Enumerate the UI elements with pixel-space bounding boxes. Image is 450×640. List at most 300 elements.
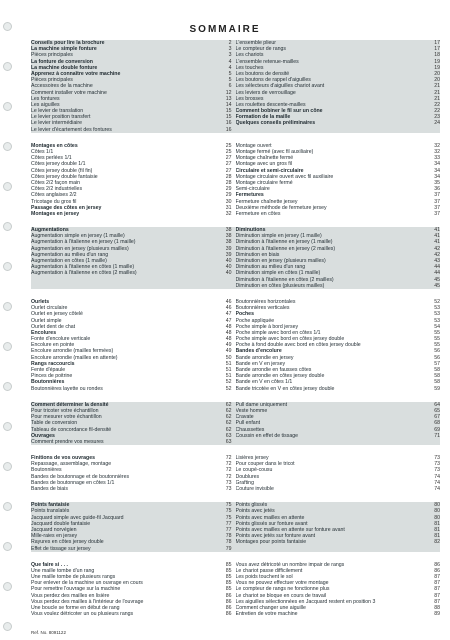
- toc-column-left: [31, 40, 236, 133]
- toc-column-left: [31, 562, 236, 618]
- toc-entry-title: Formation de la maille: [235, 114, 291, 121]
- toc-page-number: 46: [225, 298, 232, 305]
- toc-entry-title: Tricotage du gros fil: [31, 198, 77, 205]
- toc-column-right: [236, 502, 441, 552]
- toc-entry-title: Augmentation à l'italienne en côtes (1 maille): [31, 264, 135, 271]
- toc-section: [31, 502, 440, 552]
- toc-page-number: 5: [228, 70, 232, 77]
- toc-entry-title: Fente d'épaule: [31, 367, 66, 373]
- toc-page-number: 81: [434, 520, 440, 527]
- toc-page-number: 34: [434, 161, 440, 168]
- toc-entry-title: Poches: [235, 311, 254, 318]
- toc-entry-title: La machine double fonture: [31, 64, 98, 71]
- toc-page-number: 55: [434, 329, 440, 336]
- toc-entry[interactable]: [31, 546, 232, 552]
- toc-page-number: 4: [228, 58, 232, 65]
- toc-entry-title: Table de conversion: [31, 420, 78, 427]
- toc-entry-title: Côtes 2/2 industrielles: [31, 186, 83, 193]
- toc-entry-title: Pour remettre l'ouvrage sur la machine: [31, 586, 121, 593]
- toc-entry-title: Les aiguilles: [31, 101, 60, 108]
- toc-entry-title: Montages pour points fantaisie: [235, 539, 307, 546]
- toc-entry-title: Ourlet en jersey côtelé: [31, 311, 83, 318]
- toc-entry-title: Tableau de concordance fil-densité: [31, 426, 112, 433]
- binding-hole: [3, 382, 12, 391]
- toc-entry-title: Poche appliquée: [235, 317, 275, 324]
- toc-page-number: 56: [434, 348, 440, 355]
- toc-entry-title: Vous perdez des mailles en lisière: [31, 592, 110, 599]
- toc-page-number: 23: [434, 114, 440, 121]
- toc-entry-title: Côtes jersey double fantaisie: [31, 173, 98, 180]
- binding-hole: [3, 302, 12, 311]
- binding-hole: [3, 342, 12, 351]
- toc-entry-title: Boutonnières: [31, 379, 65, 386]
- toc-page-number: 34: [434, 173, 440, 180]
- toc-entry-title: Boutonnières: [31, 467, 62, 474]
- toc-page-number: 50: [225, 354, 232, 361]
- toc-page-number: 16: [225, 120, 232, 127]
- toc-entry-title: Accessoires de la machine: [31, 83, 93, 90]
- toc-column-right: [236, 40, 441, 133]
- toc-page-number: 19: [434, 64, 440, 71]
- toc-entry-title: Bande en V en jersey: [235, 360, 286, 367]
- toc-page-number: 57: [434, 360, 440, 367]
- toc-page-number: 17: [434, 40, 440, 46]
- toc-entry[interactable]: [31, 386, 232, 392]
- toc-entry-title: Vous ne pouvez effectuer votre montage: [235, 580, 329, 587]
- toc-entry-title: Les sélecteurs d'aiguilles chariot avant: [235, 83, 325, 90]
- toc-page-number: 86: [225, 598, 232, 605]
- toc-entry-title: Une boucle se forme en début de rang: [31, 605, 120, 611]
- toc-page-number: 29: [225, 192, 232, 199]
- toc-column-left: [31, 299, 236, 392]
- toc-entry-title: Le levier position transfert: [31, 114, 91, 121]
- toc-entry-title: Circulaire et semi-circulaire: [235, 167, 304, 174]
- toc-page-number: 25: [225, 142, 232, 149]
- toc-entry[interactable]: [236, 283, 441, 289]
- toc-entry-title: Jacquard norvégien: [31, 526, 77, 533]
- toc-page-number: 45: [434, 276, 440, 283]
- toc-entry-title: Points avec mailles en attente sur fonture avant: [235, 526, 345, 533]
- toc-page-number: 58: [434, 367, 440, 373]
- toc-entry-title: Côtes 2/2 façon main: [31, 179, 81, 186]
- toc-entry[interactable]: [31, 270, 232, 276]
- toc-page-number: 82: [434, 539, 440, 546]
- toc-entry-title: Le levier intermédiaire: [31, 120, 83, 127]
- binding-hole: [3, 622, 12, 631]
- binding-hole: [3, 582, 12, 591]
- binding-hole: [3, 422, 12, 431]
- binding-edge: [0, 0, 14, 640]
- toc-page-number: 80: [434, 508, 440, 515]
- toc-page-number: 45: [434, 282, 440, 289]
- toc-entry-title: Comment déterminer la densité: [31, 401, 109, 408]
- toc-page-number: 69: [434, 426, 440, 433]
- toc-page-number: 31: [225, 204, 232, 211]
- toc-entry-title: Poche simple à bord jersey: [235, 323, 299, 330]
- toc-entry-title: Pour enlever de la machine un ouvrage en cours: [31, 580, 143, 587]
- toc-column-left: [31, 227, 236, 289]
- toc-page-number: 86: [225, 611, 232, 618]
- toc-page-number: 37: [434, 210, 440, 217]
- toc-page-number: 28: [225, 179, 232, 186]
- toc-page-number: 73: [225, 479, 232, 486]
- toc-page-number: 85: [225, 586, 232, 593]
- toc-entry[interactable]: [236, 386, 441, 392]
- toc-entry-title: Diminution en côtes (plusieurs mailles): [235, 282, 325, 289]
- toc-entry-title: Diminution en jersey (plusieurs mailles): [235, 258, 326, 264]
- toc-page-number: 77: [225, 526, 232, 533]
- toc-entry-title: Pièces principales: [31, 52, 73, 59]
- toc-page-number: 68: [434, 420, 440, 427]
- toc-column-right: [236, 402, 441, 445]
- toc-page-number: 86: [434, 567, 440, 574]
- toc-page-number: 73: [434, 467, 440, 474]
- toc-column-right: [236, 227, 441, 289]
- toc-entry-title: Semi-circulaire: [235, 186, 270, 193]
- toc-section: [31, 402, 440, 445]
- toc-page-number: 30: [225, 198, 232, 205]
- toc-page-number: 63: [225, 438, 232, 445]
- toc-entry-title: Pull enfant: [235, 420, 261, 427]
- toc-page-number: 39: [225, 245, 232, 252]
- toc-page-number: 44: [434, 264, 440, 271]
- toc-entry-title: Points avec mailles en attente: [235, 514, 305, 521]
- toc-page-number: 37: [434, 204, 440, 211]
- toc-page-number: 18: [434, 52, 440, 59]
- toc-page-number: 85: [225, 580, 232, 587]
- toc-page-number: 21: [434, 95, 440, 102]
- toc-entry-title: Le levier d'écartement des fontures: [31, 126, 112, 133]
- toc-entry[interactable]: [31, 439, 232, 445]
- toc-entry-title: Les boutons de rappel d'aiguilles: [235, 77, 311, 84]
- toc-page-number: 48: [225, 323, 232, 330]
- toc-section: [31, 455, 440, 492]
- toc-entry-title: Poche à fond double avec bord en côtes jersey double: [235, 342, 361, 349]
- toc-page-number: 46: [225, 305, 232, 312]
- toc-entry-title: Les poids touchent le sol: [235, 574, 293, 581]
- toc-entry-title: Augmentation simple en jersey (1 maille): [31, 233, 125, 240]
- toc-column-right: [236, 562, 441, 618]
- toc-section: [31, 299, 440, 392]
- table-of-contents: [31, 40, 440, 627]
- toc-entry-title: Les brosses: [235, 95, 264, 102]
- toc-entry-title: Points glissés sur fonture avant: [235, 520, 308, 527]
- toc-page-number: 22: [434, 101, 440, 108]
- toc-page-number: 72: [225, 473, 232, 480]
- toc-entry-title: Augmentation au milieu d'un rang: [31, 251, 109, 258]
- toc-page-number: 41: [434, 239, 440, 246]
- toc-section: [31, 40, 440, 133]
- toc-entry-title: Augmentations: [31, 227, 69, 234]
- toc-entry-title: Pinces de poitrine: [31, 373, 73, 380]
- toc-page-number: 63: [225, 432, 232, 439]
- toc-page-number: 21: [434, 89, 440, 96]
- toc-entry-title: Augmentation en côtes (1 maille): [31, 258, 107, 264]
- toc-entry-title: Montages en côtes: [31, 142, 78, 149]
- toc-entry-title: Conseils pour lire la brochure: [31, 40, 105, 46]
- toc-entry-title: Le levier de translation: [31, 108, 84, 115]
- toc-column-right: [236, 299, 441, 392]
- toc-page-number: 38: [225, 239, 232, 246]
- toc-page-number: 49: [225, 342, 232, 349]
- toc-entry-title: Ourlet dent de chat: [31, 323, 76, 330]
- toc-page-number: 51: [225, 373, 232, 380]
- toc-entry-title: La machine simple fonture: [31, 46, 97, 53]
- toc-page-number: 53: [434, 311, 440, 318]
- toc-page-number: 27: [225, 161, 232, 168]
- toc-page-number: 28: [225, 173, 232, 180]
- toc-page-number: 37: [434, 198, 440, 205]
- toc-column-left: [31, 455, 236, 492]
- toc-entry-title: Pour couper dans le tricot: [235, 461, 295, 468]
- toc-page-number: 87: [434, 592, 440, 599]
- toc-page-number: 62: [225, 401, 232, 408]
- toc-page-number: 20: [434, 70, 440, 77]
- toc-entry-title: Mille-raies en jersey: [31, 533, 78, 540]
- toc-page-number: 73: [225, 486, 232, 492]
- toc-entry-title: Le coupé-cousu: [235, 467, 273, 474]
- toc-entry-title: Lisières jersey: [235, 455, 269, 462]
- toc-page-number: 62: [225, 426, 232, 433]
- toc-entry-title: Ouvrages: [31, 432, 55, 439]
- toc-page-number: 49: [225, 348, 232, 355]
- binding-hole: [3, 542, 12, 551]
- toc-page-number: 15: [225, 114, 232, 121]
- toc-entry-title: Boutonnières layette ou rondes: [31, 385, 103, 392]
- toc-page-number: 79: [225, 545, 232, 552]
- toc-page-number: 75: [225, 508, 232, 515]
- toc-section: [31, 562, 440, 618]
- toc-page-number: 32: [434, 142, 440, 149]
- toc-page-number: 16: [225, 126, 232, 133]
- toc-page-number: 72: [225, 461, 232, 468]
- toc-entry-title: Jacquard simple avec guide-fil Jacquard: [31, 514, 124, 521]
- toc-entry[interactable]: [236, 211, 441, 217]
- toc-entry-title: Le compteur de rangs: [235, 46, 286, 53]
- toc-page-number: 85: [225, 567, 232, 574]
- toc-page-number: 40: [225, 270, 232, 277]
- toc-entry[interactable]: [236, 433, 441, 439]
- toc-entry-title: Le chariot se bloque en cours de travail: [235, 592, 327, 599]
- toc-page-number: 62: [225, 414, 232, 421]
- toc-page-number: 73: [434, 455, 440, 462]
- toc-entry-title: Cravate: [235, 414, 254, 421]
- toc-entry-title: Points translatés: [31, 508, 70, 515]
- toc-entry-title: Vous voulez détricoter un ou plusieurs rangs: [31, 611, 134, 618]
- toc-entry-title: Encolure arrondie (mailles fermées): [31, 348, 114, 355]
- toc-entry-title: Le chariot passe difficilement: [235, 567, 303, 574]
- toc-entry-title: Comment bobiner le fil sur un cône: [235, 108, 323, 115]
- toc-page-number: 59: [434, 385, 440, 392]
- toc-entry-title: Montage ouvert: [235, 142, 272, 149]
- toc-heading[interactable]: [236, 120, 441, 126]
- toc-entry-title: L'ensemble retenue-mailles: [235, 58, 299, 65]
- toc-page-number: 58: [434, 373, 440, 380]
- toc-entry-title: Pour mesurer votre échantillon: [31, 414, 102, 421]
- toc-page-number: 73: [434, 461, 440, 468]
- toc-entry-title: Effet de tissage sur jersey: [31, 545, 91, 552]
- toc-column-right: [236, 455, 441, 492]
- toc-page-number: 3: [228, 46, 232, 53]
- toc-heading[interactable]: [31, 211, 232, 217]
- toc-entry-title: Comment changer une aiguille: [235, 605, 306, 611]
- toc-page-number: 62: [225, 407, 232, 414]
- toc-entry-title: Bande arrondie en côtes jersey double: [235, 373, 325, 380]
- toc-entry-title: Diminution à l'italienne en jersey (2 mailles): [235, 245, 336, 252]
- toc-page-number: 24: [434, 120, 440, 127]
- toc-page-number: 32: [225, 210, 232, 217]
- toc-entry-title: Fonte d'encolure verticale: [31, 336, 91, 343]
- toc-entry-title: Ourlet circulaire: [31, 305, 68, 312]
- toc-page-number: 33: [434, 155, 440, 162]
- toc-entry[interactable]: [31, 486, 232, 492]
- toc-entry-title: Les leviers de verrouillage: [235, 89, 296, 96]
- toc-page-number: 52: [434, 298, 440, 305]
- toc-entry-title: Les roulettes descente-mailles: [235, 101, 306, 108]
- toc-page-number: 80: [434, 514, 440, 521]
- toc-entry-title: Finitions de vos ouvrages: [31, 455, 95, 462]
- toc-page-number: 27: [225, 155, 232, 162]
- toc-entry-title: Que faire si . . .: [31, 561, 68, 568]
- toc-entry-title: Diminution en biais: [235, 251, 280, 258]
- toc-page-number: 80: [434, 502, 440, 509]
- toc-entry-title: Augmentation à l'italienne en côtes (2 mailles): [31, 270, 137, 277]
- toc-page-number: 14: [225, 101, 232, 108]
- toc-page-number: 21: [434, 83, 440, 90]
- toc-entry-title: Repassage, assemblage, montage: [31, 461, 112, 468]
- toc-entry-title: Pull dame uniquement: [235, 401, 288, 408]
- toc-entry-title: Couture invisible: [235, 486, 274, 492]
- toc-entry-title: Quelques conseils préliminaires: [235, 120, 316, 127]
- toc-page-number: 88: [434, 605, 440, 611]
- toc-page-number: 48: [225, 336, 232, 343]
- toc-page-number: 85: [225, 561, 232, 568]
- toc-page-number: 81: [434, 533, 440, 540]
- toc-page-number: 22: [434, 108, 440, 115]
- toc-entry-title: Bandes de biais: [31, 486, 68, 492]
- toc-entry-title: Coussin en effet de tissage: [235, 432, 298, 439]
- toc-page-number: 74: [434, 473, 440, 480]
- toc-entry-title: Diminution à l'italienne en jersey (1 maille): [235, 239, 333, 246]
- binding-hole: [3, 502, 12, 511]
- toc-entry-title: Fermetures: [235, 192, 264, 199]
- toc-entry-title: Augmentation à l'italienne en jersey (1 maille): [31, 239, 136, 246]
- toc-entry-title: Diminution simple en côtes (1 maille): [235, 270, 321, 277]
- toc-page-number: 72: [225, 455, 232, 462]
- toc-page-number: 47: [225, 317, 232, 324]
- toc-page-number: 3: [228, 52, 232, 59]
- toc-entry-title: Apprenez à connaître votre machine: [31, 70, 121, 77]
- toc-entry-title: Rayures en côtes jersey double: [31, 539, 104, 546]
- toc-entry-title: Rangs raccourcis: [31, 360, 75, 367]
- toc-entry[interactable]: [236, 539, 441, 545]
- toc-page-number: 54: [434, 323, 440, 330]
- binding-hole: [3, 462, 12, 471]
- toc-page-number: 38: [225, 233, 232, 240]
- reference-number: Ref. No. 8091122: [31, 630, 66, 635]
- toc-entry-title: Côtes perlées 1/1: [31, 155, 72, 162]
- toc-entry-title: Montages en jersey: [31, 210, 80, 217]
- toc-entry-title: Diminution à l'italienne en côtes (2 mailles): [235, 276, 334, 283]
- toc-page-number: 67: [434, 414, 440, 421]
- toc-entry-title: Côtes 1/1: [31, 149, 54, 155]
- toc-page-number: 6: [228, 83, 232, 90]
- toc-page-number: 58: [434, 379, 440, 386]
- toc-entry-title: Encolure en pointe: [31, 342, 75, 349]
- toc-page-number: 53: [434, 305, 440, 312]
- page-title: SOMMAIRE: [189, 24, 261, 35]
- toc-page-number: 51: [225, 360, 232, 367]
- toc-page-number: 87: [434, 580, 440, 587]
- binding-hole: [3, 222, 12, 231]
- toc-entry[interactable]: [236, 486, 441, 492]
- toc-entry-title: Montage circulaire ouvert avec fil auxiliaire: [235, 173, 334, 180]
- toc-entry-title: Jacquard double fantaisie: [31, 520, 91, 527]
- toc-entry-title: Points fantaisie: [31, 502, 70, 509]
- binding-hole: [3, 62, 12, 71]
- toc-page-number: 43: [434, 258, 440, 264]
- toc-page-number: 86: [434, 561, 440, 568]
- toc-entry-title: Bande arrondie en jersey: [235, 354, 294, 361]
- toc-page-number: 47: [225, 311, 232, 318]
- toc-page-number: 12: [225, 89, 232, 96]
- toc-entry-title: Poche simple avec bord en côtes 1/1: [235, 329, 321, 336]
- toc-entry-title: Les fontures: [31, 95, 60, 102]
- toc-entry-title: Pièces principales: [31, 77, 73, 84]
- toc-entry[interactable]: [31, 611, 232, 617]
- toc-entry-title: Fermeture en côtes: [235, 210, 281, 217]
- toc-page-number: 40: [225, 258, 232, 264]
- toc-page-number: 86: [225, 592, 232, 599]
- toc-page-number: 62: [225, 420, 232, 427]
- toc-entry-title: Points avec jetés sur fonture avant: [235, 533, 316, 540]
- toc-section: [31, 143, 440, 217]
- toc-page-number: 55: [434, 336, 440, 343]
- toc-entry-title: Comment prendre vos mesures: [31, 438, 104, 445]
- binding-hole: [3, 262, 12, 271]
- toc-entry-title: Poche simple avec bord en côtes jersey double: [235, 336, 345, 343]
- toc-page-number: 20: [434, 77, 440, 84]
- toc-page-number: 4: [228, 64, 232, 71]
- toc-page-number: 5: [228, 77, 232, 84]
- binding-hole: [3, 182, 12, 191]
- toc-page-number: 72: [225, 467, 232, 474]
- toc-entry-title: Points avec jetés: [235, 508, 275, 515]
- toc-page-number: 19: [434, 58, 440, 65]
- toc-entry[interactable]: [236, 611, 441, 617]
- toc-page-number: 2: [228, 40, 232, 46]
- toc-entry-title: Les chariots: [235, 52, 264, 59]
- toc-page-number: 34: [434, 167, 440, 174]
- toc-page-number: 36: [434, 186, 440, 193]
- toc-page-number: 81: [434, 526, 440, 533]
- toc-entry-title: Diminutions: [235, 227, 266, 234]
- toc-entry-title: Une maille tombe d'un rang: [31, 567, 95, 574]
- toc-page-number: 40: [225, 264, 232, 271]
- toc-entry-title: Bandes d'encolure: [235, 348, 282, 355]
- toc-page-number: 87: [434, 598, 440, 605]
- toc-entry-title: Bande arrondie en fausses côtes: [235, 367, 312, 373]
- toc-entry-title: Montage chaînette fermé: [235, 155, 294, 162]
- toc-page-number: 89: [434, 611, 440, 618]
- toc-page-number: 41: [434, 233, 440, 240]
- toc-entry-title: Bande en V en côtes 1/1: [235, 379, 293, 386]
- toc-entry[interactable]: [31, 127, 232, 133]
- toc-page-number: 51: [225, 367, 232, 373]
- toc-entry-title: Augmentation en jersey (plusieurs mailles): [31, 245, 129, 252]
- toc-page-number: 37: [434, 192, 440, 199]
- toc-page-number: 75: [225, 514, 232, 521]
